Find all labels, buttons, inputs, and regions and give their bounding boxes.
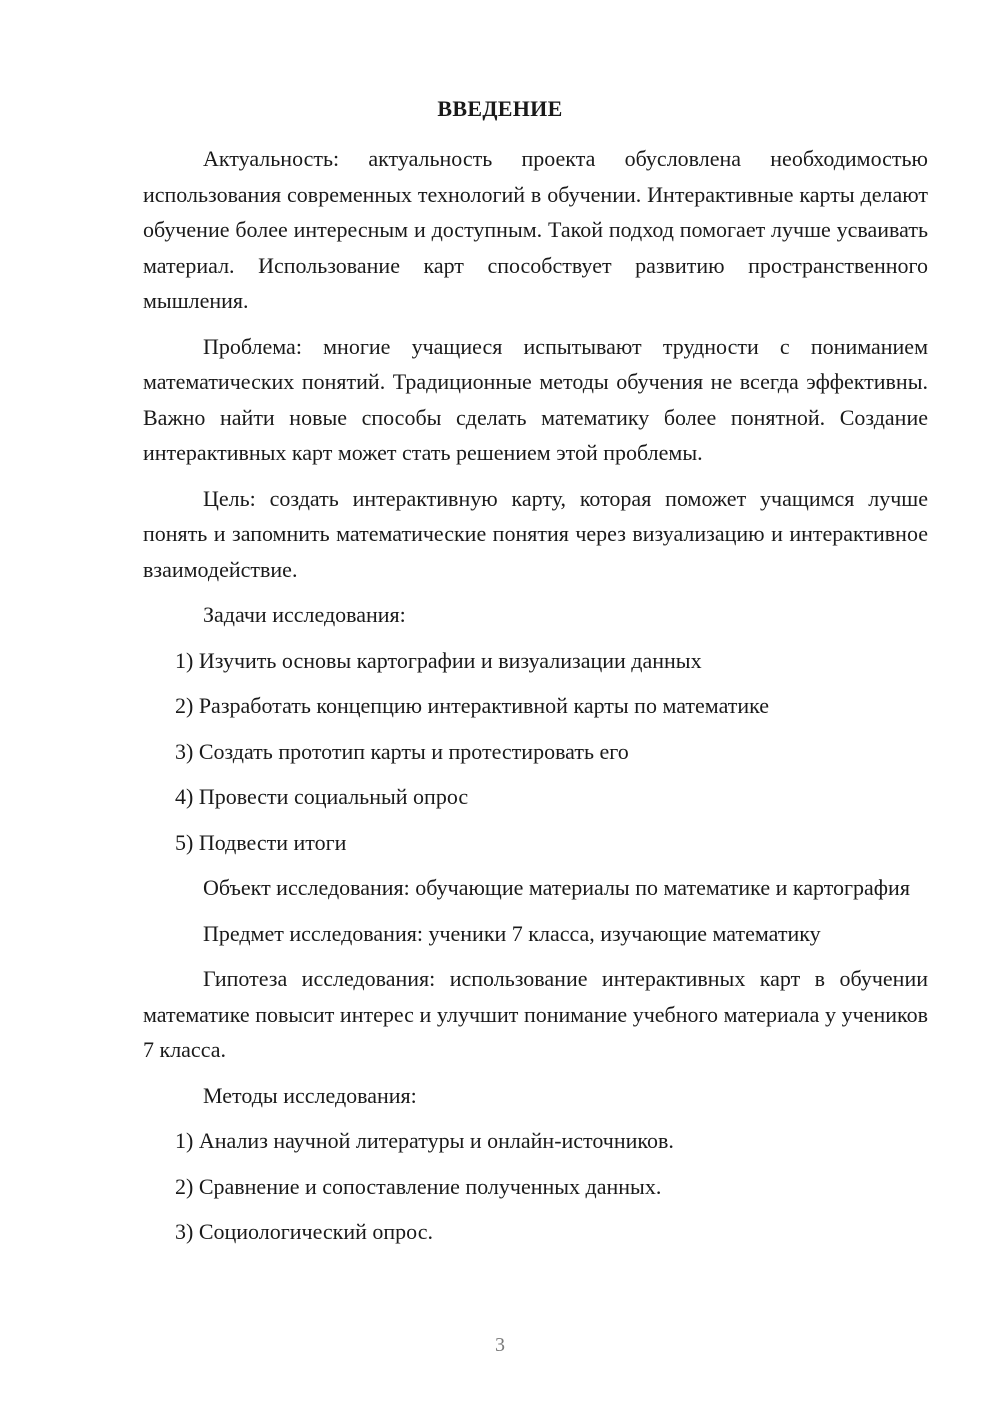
relevance-paragraph: Актуальность: актуальность проекта обусловлена необходимостью использования современных технологий в обучении. Интерактивные карты делают обучение более интересным и доступным. Такой подход помогает лучше усваивать материал. Использование карт способствует развитию пространственного мышления.	[143, 146, 928, 313]
task-item-2: 2) Разработать концепцию интерактивной карты по математике	[175, 693, 770, 718]
task-item-1: 1) Изучить основы картографии и визуализации данных	[175, 647, 702, 673]
task-item-4: 4) Провести социальный опрос	[175, 784, 469, 809]
problem-paragraph: Проблема: многие учащиеся испытывают трудности с пониманием математических понятий. Традиционные методы обучения не всегда эффективны. Важно найти новые способы сделать математику более понятной. Создание интерактивных карт может стать решением этой проблемы.	[143, 333, 928, 465]
method-item-3: 3) Социологический опрос.	[175, 1219, 433, 1244]
section-heading: ВВЕДЕНИЕ	[437, 96, 563, 121]
methods-label: Методы исследования:	[203, 1082, 417, 1108]
page-number: 3	[495, 1334, 505, 1356]
object-paragraph: Объект исследования: обучающие материалы по математике и картография	[203, 875, 910, 900]
hypothesis-paragraph: Гипотеза исследования: использование интерактивных карт в обучении математике повысит интерес и улучшит понимание учебного материала у учеников 7 класса.	[143, 966, 928, 1062]
task-item-3: 3) Создать прототип карты и протестировать его	[175, 738, 629, 764]
body-text	[143, 141, 928, 1260]
goal-paragraph: Цель: создать интерактивную карту, которая поможет учащимся лучше понять и запомнить математические понятия через визуализацию и интерактивное взаимодействие.	[143, 485, 928, 582]
method-item-2: 2) Сравнение и сопоставление полученных данных.	[175, 1173, 662, 1199]
method-item-1: 1) Анализ научной литературы и онлайн-источников.	[175, 1128, 674, 1153]
subject-paragraph: Предмет исследования: ученики 7 класса, изучающие математику	[203, 920, 821, 946]
tasks-label: Задачи исследования:	[203, 602, 406, 627]
task-item-5: 5) Подвести итоги	[175, 829, 347, 855]
